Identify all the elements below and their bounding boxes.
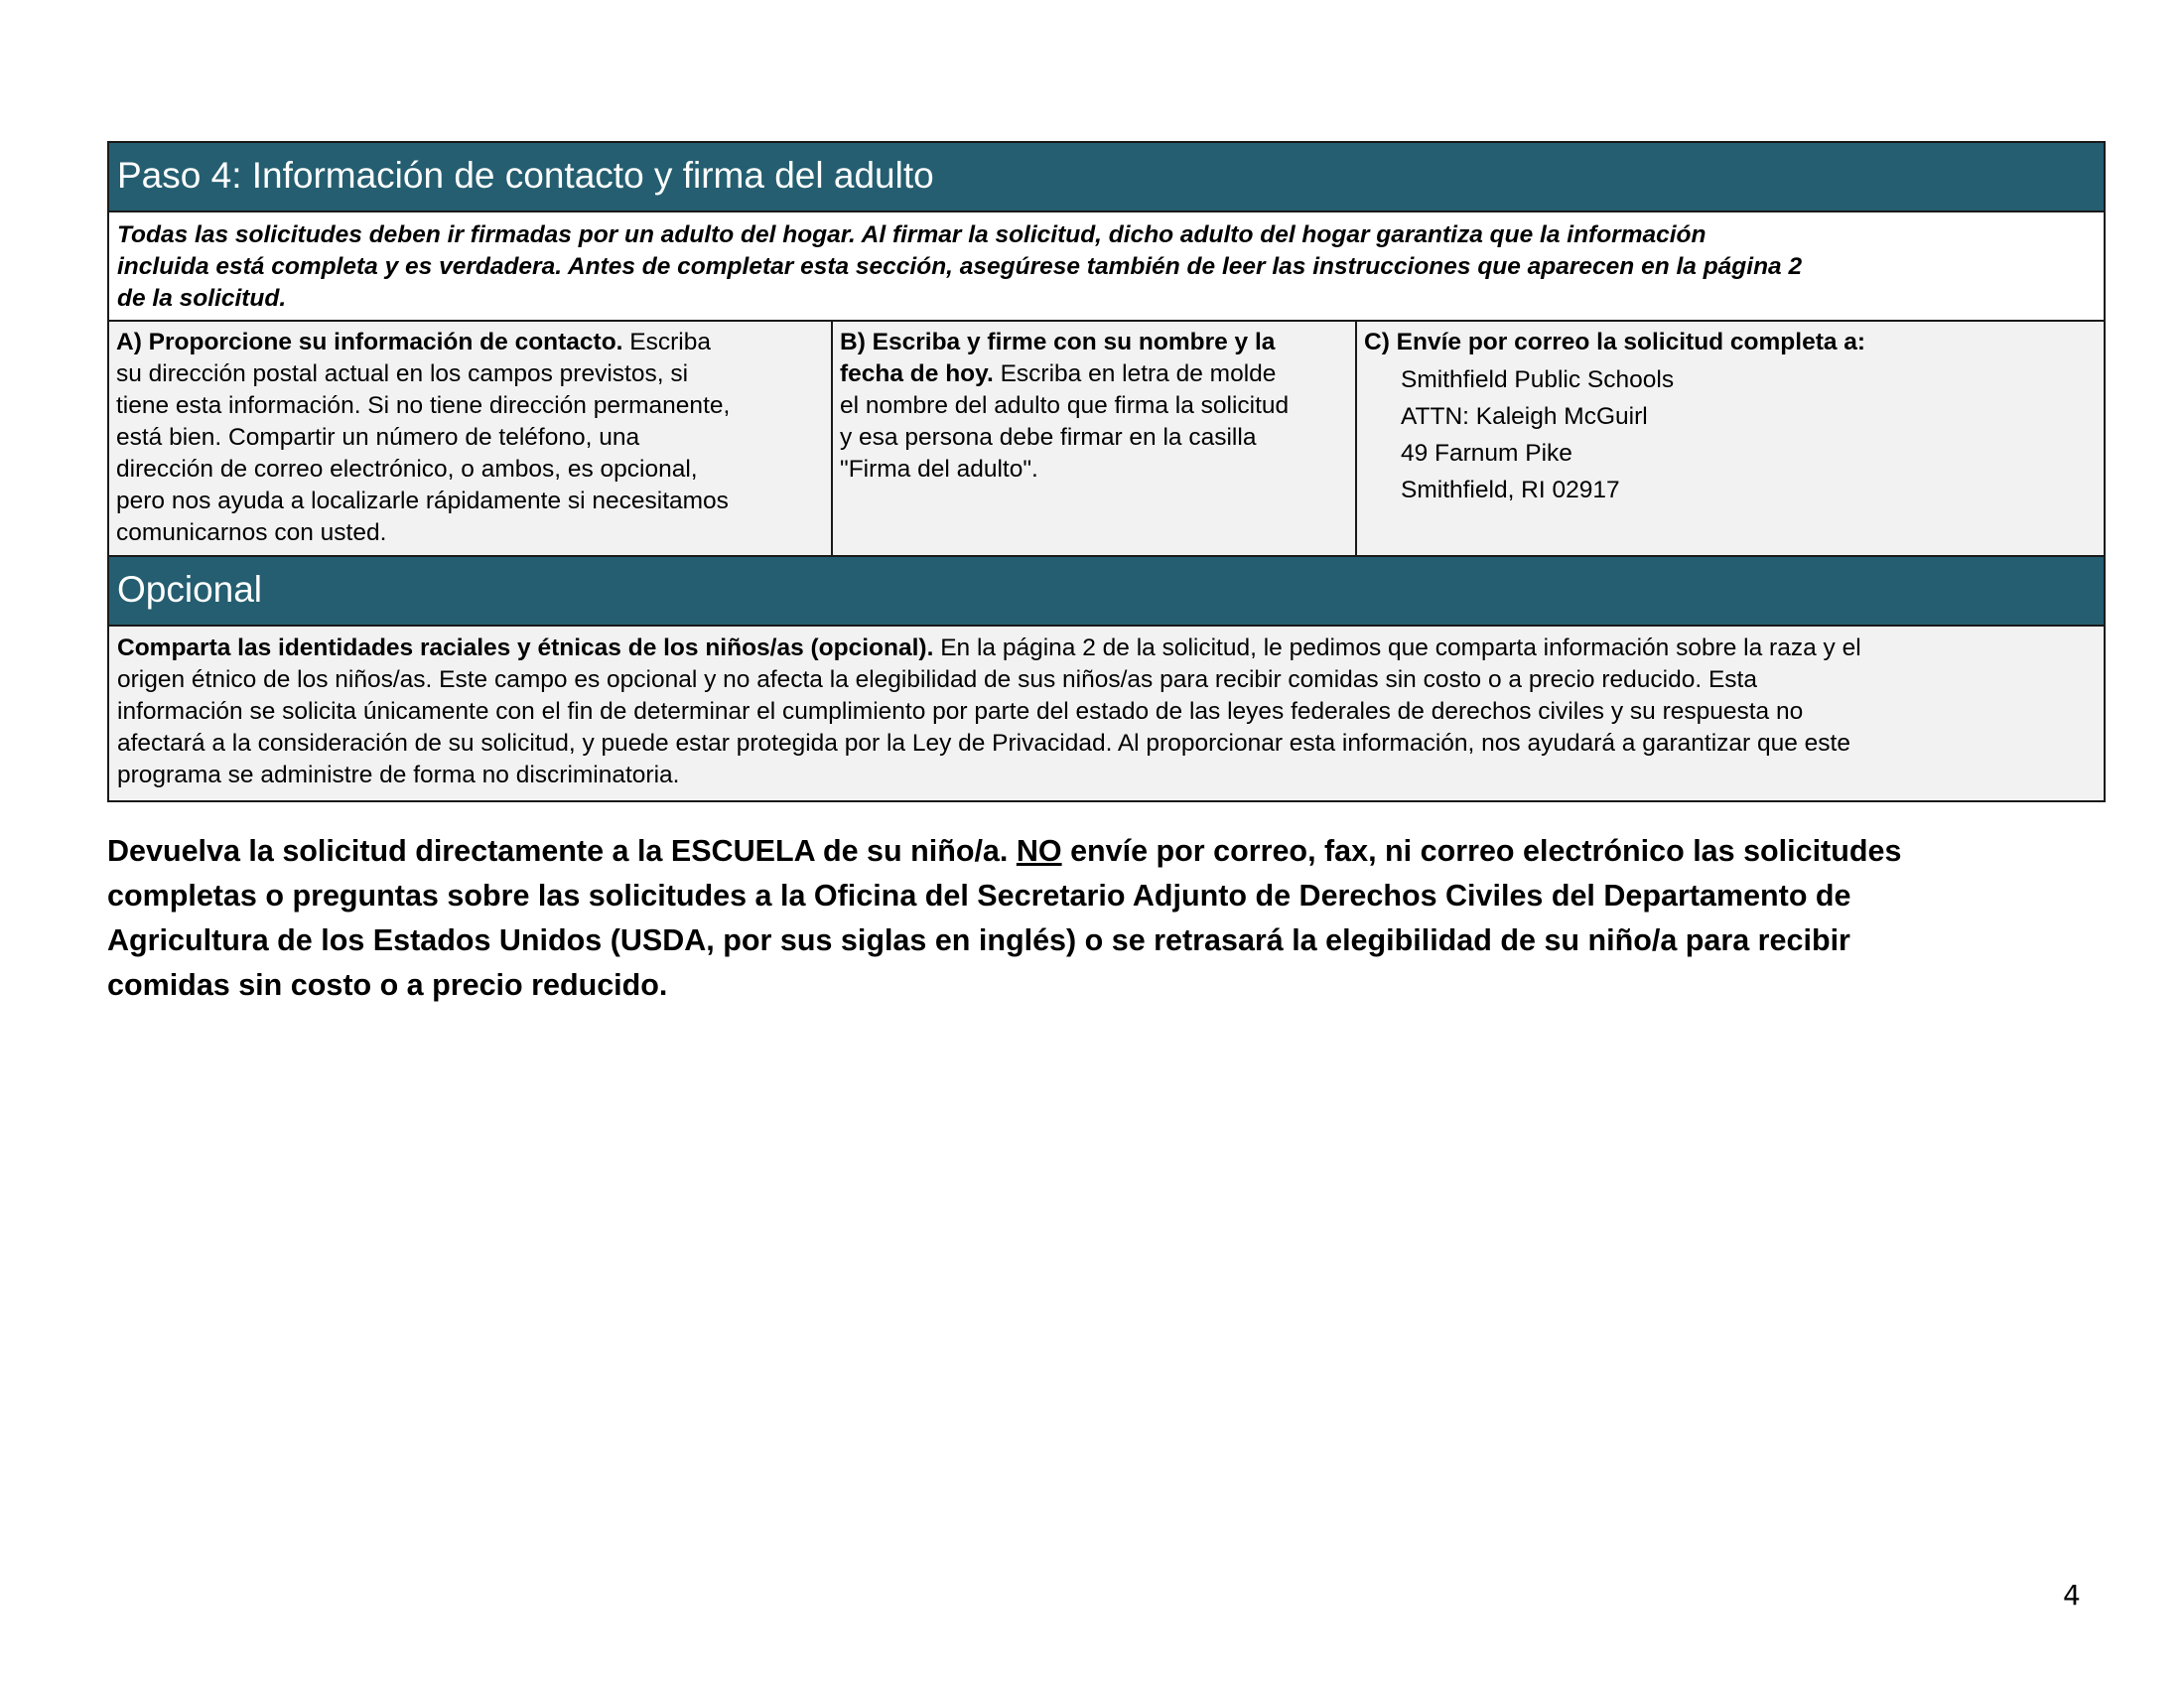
col-b-heading-2: fecha de hoy. bbox=[840, 360, 994, 387]
notice-line bbox=[107, 829, 2113, 874]
optional-line: información se solicita únicamente con el fin de determinar el cumplimiento por parte del estado de las leyes federales de derechos civiles y su respuesta no bbox=[117, 698, 1804, 725]
optional-line bbox=[117, 633, 2096, 664]
signature-column bbox=[833, 322, 1357, 555]
return-notice bbox=[107, 829, 2113, 1008]
optional-line: origen étnico de los niños/as. Este campo es opcional y no afecta la elegibilidad de sus niños/as para recibir comidas sin costo o a precio reducido. Esta bbox=[117, 666, 1757, 693]
col-b-line: "Firma del adulto". bbox=[840, 456, 1038, 483]
col-b-heading-line1 bbox=[840, 327, 1348, 358]
col-a-line: comunicarnos con usted. bbox=[116, 519, 387, 546]
col-b-line2-rest: Escriba en letra de molde bbox=[993, 360, 1277, 387]
col-c-heading-line bbox=[1364, 327, 2097, 358]
col-b-line: y esa persona debe firmar en la casilla bbox=[840, 424, 1257, 451]
col-a-line: su dirección postal actual en los campos previstos, si bbox=[116, 360, 689, 387]
notice-line: comidas sin costo o a precio reducido. bbox=[107, 968, 668, 1002]
notice-line: completas o preguntas sobre las solicitudes a la Oficina del Secretario Adjunto de Derechos Civiles del Departamento de bbox=[107, 879, 1851, 913]
intro-line: incluida está completa y es verdadera. Antes de completar esta sección, asegúrese también de leer las instrucciones que aparecen en la página 2 bbox=[117, 253, 1803, 280]
form-table bbox=[107, 141, 2106, 802]
col-a-line bbox=[116, 327, 824, 358]
contact-info-column bbox=[109, 322, 833, 555]
optional-line1-rest: En la página 2 de la solicitud, le pedimos que comparta información sobre la raza y el bbox=[933, 634, 1861, 661]
col-b-line bbox=[840, 358, 1348, 390]
optional-heading: Comparta las identidades raciales y étnicas de los niños/as (opcional). bbox=[117, 634, 934, 661]
optional-header: Opcional bbox=[109, 557, 2104, 627]
mail-to-column bbox=[1357, 322, 2104, 555]
col-a-heading: A) Proporcione su información de contacto. bbox=[116, 329, 623, 355]
optional-line: programa se administre de forma no discriminatoria. bbox=[117, 762, 680, 788]
mailing-address bbox=[1364, 358, 2097, 508]
notice-line1-before: Devuelva la solicitud directamente a la ESCUELA de su niño/a. bbox=[107, 834, 1017, 868]
notice-line: Agricultura de los Estados Unidos (USDA, por sus siglas en inglés) o se retrasará la elegibilidad de su niño/a para recibir bbox=[107, 923, 1850, 957]
col-b-heading: B) Escriba y firme con su nombre y la bbox=[840, 329, 1276, 355]
step4-intro bbox=[109, 212, 2104, 322]
col-a-line: tiene esta información. Si no tiene dirección permanente, bbox=[116, 392, 731, 419]
col-a-line: está bien. Compartir un número de teléfono, una bbox=[116, 424, 640, 451]
step4-header: Paso 4: Información de contacto y firma del adulto bbox=[109, 143, 2104, 212]
optional-line: afectará a la consideración de su solicitud, y puede estar protegida por la Ley de Privacidad. Al proporcionar esta información, nos ayudará a garantizar que este bbox=[117, 730, 1850, 757]
address-line: Smithfield Public Schools bbox=[1401, 366, 1675, 393]
col-c-heading: C) Envíe por correo la solicitud completa a: bbox=[1364, 329, 1866, 355]
col-a-line: pero nos ayuda a localizarle rápidamente si necesitamos bbox=[116, 488, 729, 514]
intro-line: Todas las solicitudes deben ir firmadas por un adulto del hogar. Al firmar la solicitud, dicho adulto del hogar garantiza que la información bbox=[117, 221, 1706, 248]
col-b-line: el nombre del adulto que firma la solicitud bbox=[840, 392, 1290, 419]
col-a-line1-rest: Escriba bbox=[622, 329, 711, 355]
intro-line: de la solicitud. bbox=[117, 285, 287, 312]
address-line: Smithfield, RI 02917 bbox=[1401, 477, 1620, 503]
col-a-line: dirección de correo electrónico, o ambos, es opcional, bbox=[116, 456, 698, 483]
address-line: ATTN: Kaleigh McGuirl bbox=[1401, 403, 1648, 430]
page-number: 4 bbox=[2063, 1579, 2081, 1612]
notice-no: NO bbox=[1016, 834, 1062, 868]
notice-line1-after: envíe por correo, fax, ni correo electrónico las solicitudes bbox=[1061, 834, 1902, 868]
address-line: 49 Farnum Pike bbox=[1401, 440, 1572, 467]
optional-body bbox=[109, 627, 2104, 800]
step4-columns bbox=[109, 322, 2104, 557]
